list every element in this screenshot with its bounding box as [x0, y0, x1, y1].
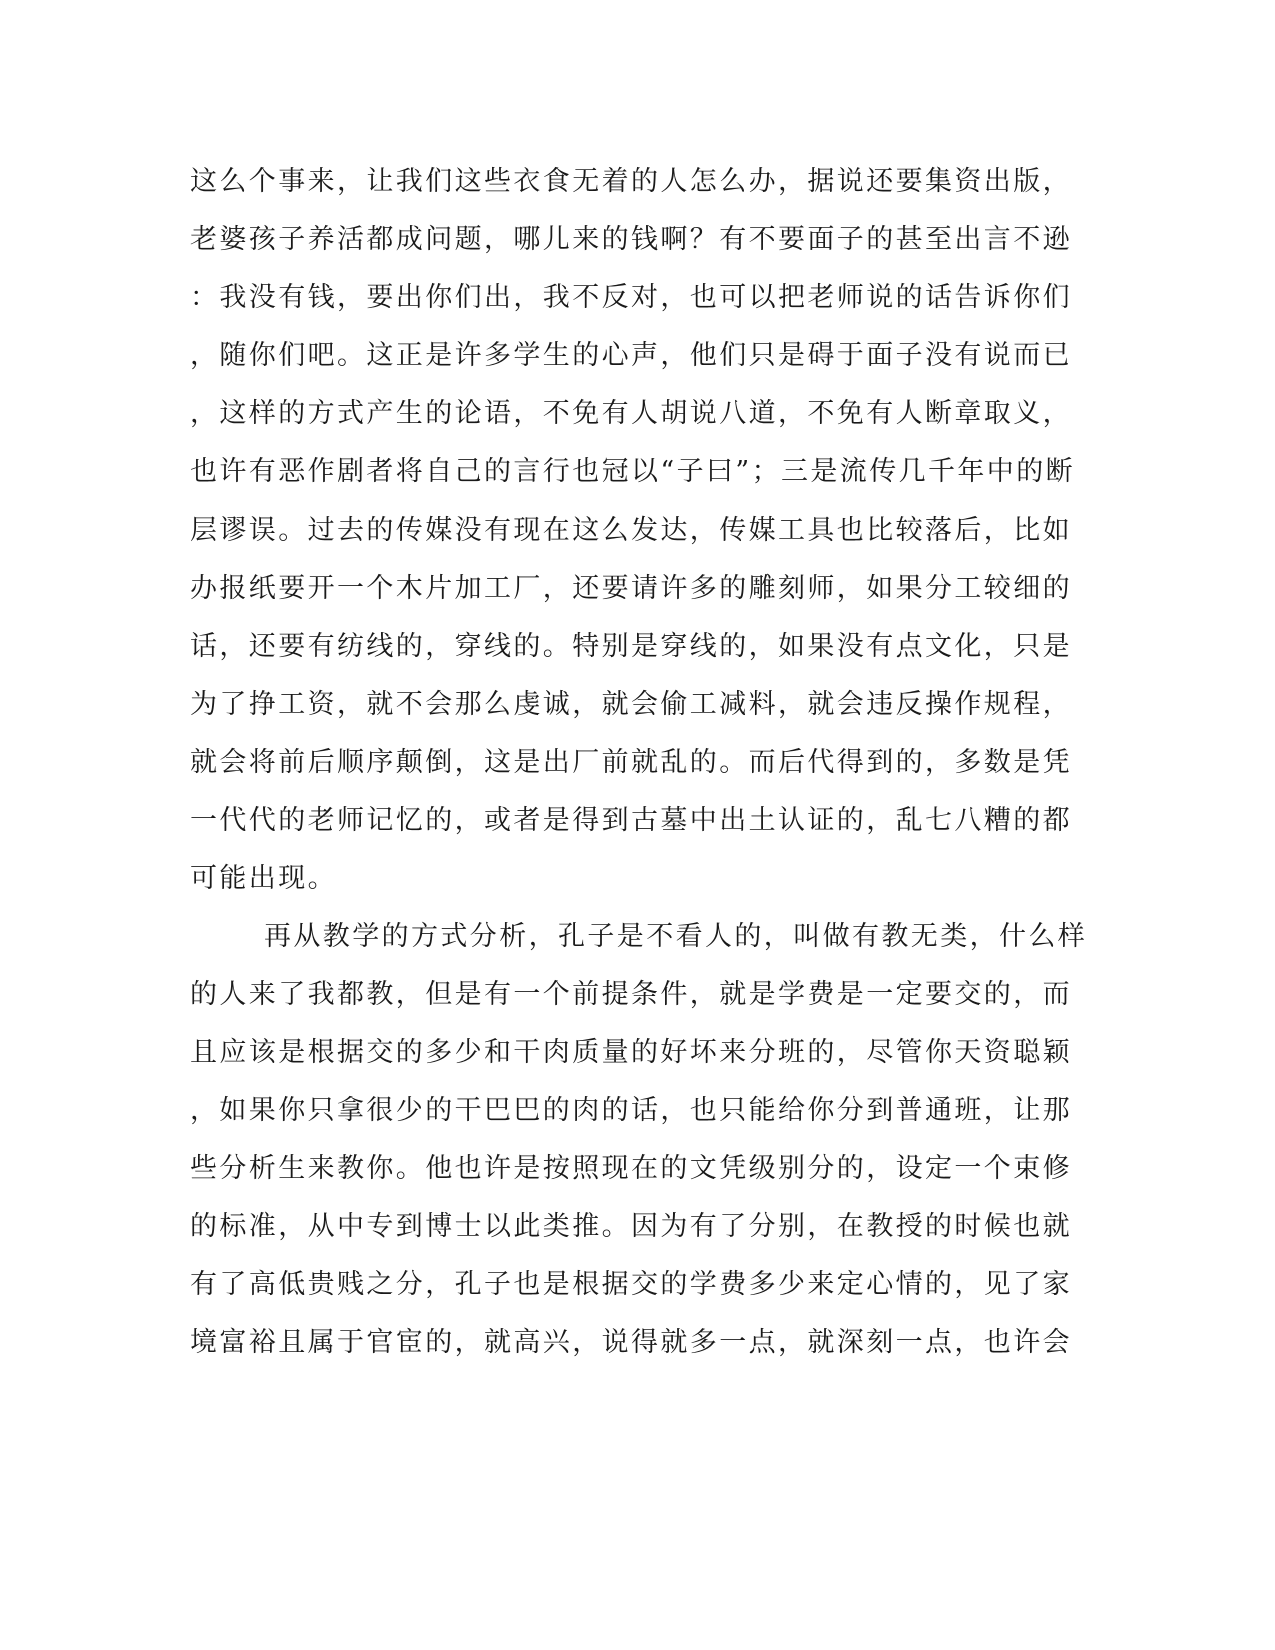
text-line: 的人来了我都教，但是有一个前提条件，就是学费是一定要交的，而 [190, 979, 1072, 1010]
text-line: 可能出现。 [190, 863, 337, 894]
text-line: 且应该是根据交的多少和干肉质量的好坏来分班的，尽管你天资聪颖 [190, 1037, 1072, 1068]
text-line: 为了挣工资，就不会那么虔诚，就会偷工减料，就会违反操作规程， [190, 689, 1072, 720]
text-line: 境富裕且属于官宦的，就高兴，说得就多一点，就深刻一点，也许会 [190, 1327, 1072, 1358]
text-line: 就会将前后顺序颠倒，这是出厂前就乱的。而后代得到的，多数是凭 [190, 747, 1072, 778]
text-line: 层谬误。过去的传媒没有现在这么发达，传媒工具也比较落后，比如 [190, 515, 1072, 546]
text-line: 的标准，从中专到博士以此类推。因为有了分别，在教授的时候也就 [190, 1211, 1072, 1242]
text-line: 话，还要有纺线的，穿线的。特别是穿线的，如果没有点文化，只是 [190, 631, 1072, 662]
text-line: 一代代的老师记忆的，或者是得到古墓中出土认证的，乱七八糟的都 [190, 805, 1072, 836]
text-line: ，这样的方式产生的论语，不免有人胡说八道，不免有人断章取义， [190, 398, 1072, 429]
text-line: ，如果你只拿很少的干巴巴的肉的话，也只能给你分到普通班，让那 [190, 1095, 1072, 1126]
text-line: ，随你们吧。这正是许多学生的心声，他们只是碍于面子没有说而已 [190, 340, 1072, 371]
text-line: 这么个事来，让我们这些衣食无着的人怎么办，据说还要集资出版， [190, 166, 1072, 197]
text-line: 也许有恶作剧者将自己的言行也冠以“子曰”；三是流传几千年中的断 [190, 456, 1076, 487]
paragraph-first-line: 再从教学的方式分析，孔子是不看人的，叫做有教无类，什么样 [264, 921, 1088, 952]
text-line: 办报纸要开一个木片加工厂，还要请许多的雕刻师，如果分工较细的 [190, 573, 1072, 604]
text-line: ：我没有钱，要出你们出，我不反对，也可以把老师说的话告诉你们 [190, 282, 1072, 313]
text-line: 些分析生来教你。他也许是按照现在的文凭级别分的，设定一个束修 [190, 1153, 1072, 1184]
text-line: 有了高低贵贱之分，孔子也是根据交的学费多少来定心情的，见了家 [190, 1269, 1072, 1300]
text-line: 老婆孩子养活都成问题，哪儿来的钱啊？有不要面子的甚至出言不逊 [190, 224, 1072, 255]
